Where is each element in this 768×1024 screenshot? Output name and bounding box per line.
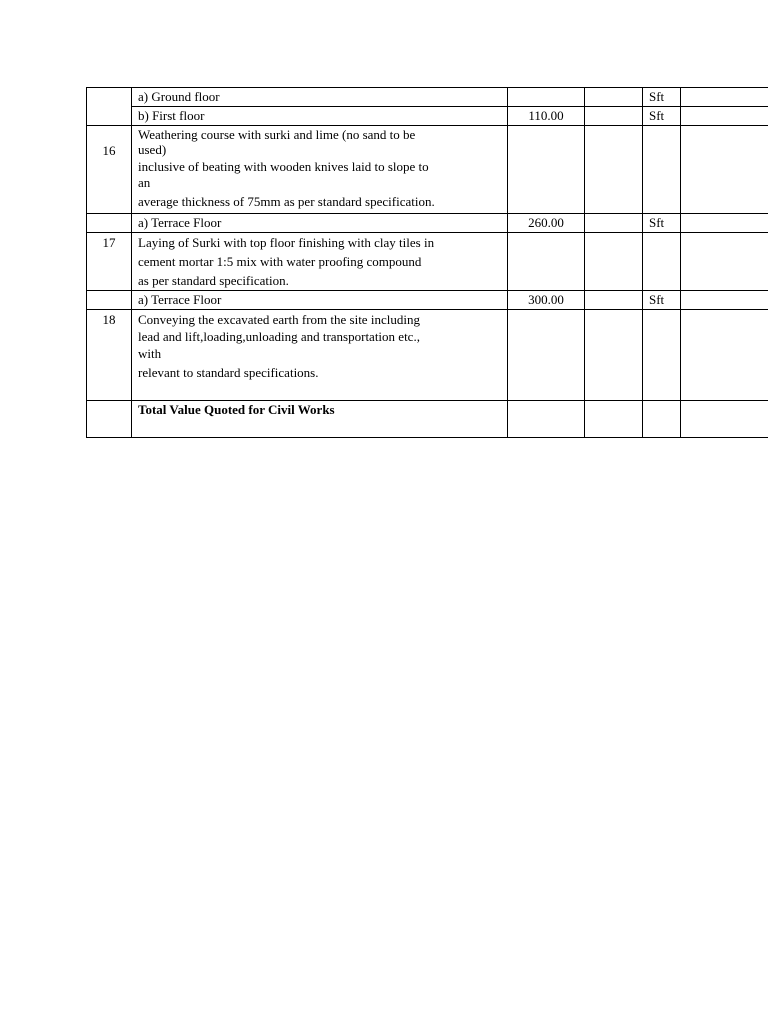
amount-cell — [681, 291, 768, 310]
table-row — [87, 214, 768, 233]
item-number-cell: 18 — [87, 310, 132, 401]
description-cell: Conveying the excavated earth from the site including lead and lift,loading,unloading and transportation etc., with relevant to standard specifications. — [132, 310, 508, 401]
rate-cell — [585, 88, 643, 107]
item-number-cell — [87, 291, 132, 310]
description-cell: Laying of Surki with top floor finishing with clay tiles in cement mortar 1:5 mix with water proofing compound as per standard specification. — [132, 233, 508, 291]
description-cell: a) Terrace Floor — [132, 214, 508, 233]
item-number-cell: 17 — [87, 233, 132, 291]
amount-cell — [681, 107, 768, 126]
quantity-cell — [508, 310, 585, 401]
table-row — [87, 233, 768, 291]
unit-cell: Sft — [643, 88, 681, 107]
quantity-cell — [508, 233, 585, 291]
rate-cell — [585, 214, 643, 233]
rate-cell — [585, 233, 643, 291]
rate-cell — [585, 401, 643, 438]
description-cell: a) Terrace Floor — [132, 291, 508, 310]
unit-cell: Sft — [643, 214, 681, 233]
unit-cell — [643, 310, 681, 401]
unit-cell: Sft — [643, 291, 681, 310]
quantity-cell — [508, 126, 585, 214]
description-cell: Weathering course with surki and lime (no sand to be used) inclusive of beating with wooden knives laid to slope to an average thickness of 75mm as per standard specification. — [132, 126, 508, 214]
table-row — [87, 310, 768, 401]
rate-cell — [585, 126, 643, 214]
item-number-cell — [87, 88, 132, 107]
description-cell: a) Ground floor — [132, 88, 508, 107]
quantity-cell: 110.00 — [508, 107, 585, 126]
description-cell: b) First floor — [132, 107, 508, 126]
total-row — [87, 401, 768, 438]
item-number-cell — [87, 401, 132, 438]
amount-cell — [681, 88, 768, 107]
amount-cell — [681, 233, 768, 291]
total-label: Total Value Quoted for Civil Works — [132, 401, 508, 438]
amount-cell — [681, 214, 768, 233]
unit-cell — [643, 233, 681, 291]
unit-cell: Sft — [643, 107, 681, 126]
rate-cell — [585, 310, 643, 401]
quantity-cell — [508, 88, 585, 107]
bill-of-quantities-table — [86, 87, 768, 438]
table-row — [87, 291, 768, 310]
table-row — [87, 88, 768, 107]
total-amount-cell — [681, 401, 768, 438]
quantity-cell: 260.00 — [508, 214, 585, 233]
unit-cell — [643, 126, 681, 214]
unit-cell — [643, 401, 681, 438]
item-number-cell — [87, 214, 132, 233]
quantity-cell: 300.00 — [508, 291, 585, 310]
rate-cell — [585, 291, 643, 310]
item-number-cell — [87, 107, 132, 126]
amount-cell — [681, 126, 768, 214]
amount-cell — [681, 310, 768, 401]
rate-cell — [585, 107, 643, 126]
quantity-cell — [508, 401, 585, 438]
item-number-cell: 16 — [87, 126, 132, 214]
table-row — [87, 107, 768, 126]
table-row — [87, 126, 768, 214]
